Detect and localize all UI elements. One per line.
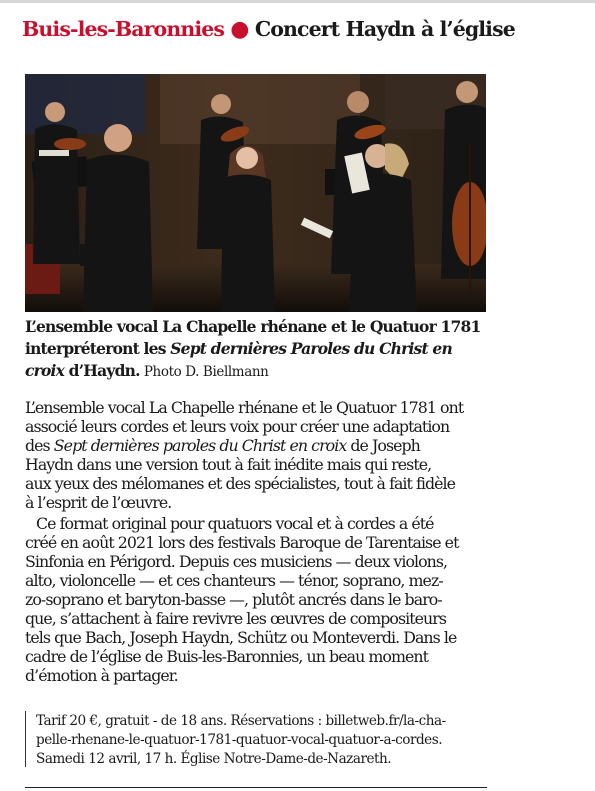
info-line: Samedi 12 avril, 17 h. Église Notre-Dame-de-Nazareth. xyxy=(36,751,392,767)
info-line: Tarif 20 €, gratuit - de 18 ans. Réservations : billetweb.fr/la-cha- xyxy=(36,713,446,729)
body-text: des xyxy=(25,436,54,455)
top-rule xyxy=(0,0,595,3)
body-line: alto, violoncelle — et ces chanteurs — ténor, soprano, mez- xyxy=(25,571,443,590)
body-line: à l’esprit de l’œuvre. xyxy=(25,493,172,512)
info-box-rule xyxy=(25,711,26,767)
body-line: d’émotion à partager. xyxy=(25,666,178,685)
photo-caption xyxy=(25,316,495,383)
bottom-rule xyxy=(25,787,487,788)
caption-text-1: L’ensemble vocal La Chapelle rhénane et le Quatuor 1781 interpréteront les xyxy=(25,317,481,358)
info-line: pelle-rhenane-le-quatuor-1781-quatuor-vocal-quatuor-a-cordes. xyxy=(36,732,443,748)
body-line: aux yeux des mélomanes et des spécialistes, tout à fait fidèle xyxy=(25,474,456,493)
headline-bullet-icon: ● xyxy=(230,16,249,42)
body-line: que, s’attachent à faire revivre les œuvres de compositeurs xyxy=(25,609,447,628)
body-work-title: Sept dernières paroles du Christ en croix xyxy=(53,436,347,455)
body-line: Haydn dans une version tout à fait inédite mais qui reste, xyxy=(25,455,432,474)
body-text: de Joseph xyxy=(346,436,420,455)
concert-photo xyxy=(25,74,486,312)
body-line: créé en août 2021 lors des festivals Baroque de Tarentaise et xyxy=(25,533,459,552)
body-line: Sinfonia en Périgord. Depuis ces musiciens — deux violons, xyxy=(25,552,448,571)
headline xyxy=(22,16,582,42)
body-line: associé leurs cordes et leurs voix pour créer une adaptation xyxy=(25,417,450,436)
body-line xyxy=(25,436,420,455)
body-line: L’ensemble vocal La Chapelle rhénane et le Quatuor 1781 ont xyxy=(25,398,464,417)
headline-title: Concert Haydn à l’église xyxy=(254,17,515,41)
body-line: Ce format original pour quatuors vocal et à cordes a été xyxy=(36,514,434,533)
caption-text-2: d’Haydn. xyxy=(64,361,140,380)
headline-kicker: Buis-les-Baronnies xyxy=(22,17,225,41)
body-line: cadre de l’église de Buis-les-Baronnies, un beau moment xyxy=(25,647,429,666)
caption-work-title: Sept dernières Paroles du Christ en croix xyxy=(25,339,452,380)
body-line: zo-soprano et baryton-basse —, plutôt ancrés dans le baro- xyxy=(25,590,442,609)
body-line: tels que Bach, Joseph Haydn, Schütz ou Monteverdi. Dans le xyxy=(25,628,457,647)
photo-credit: Photo D. Biellmann xyxy=(143,364,269,380)
